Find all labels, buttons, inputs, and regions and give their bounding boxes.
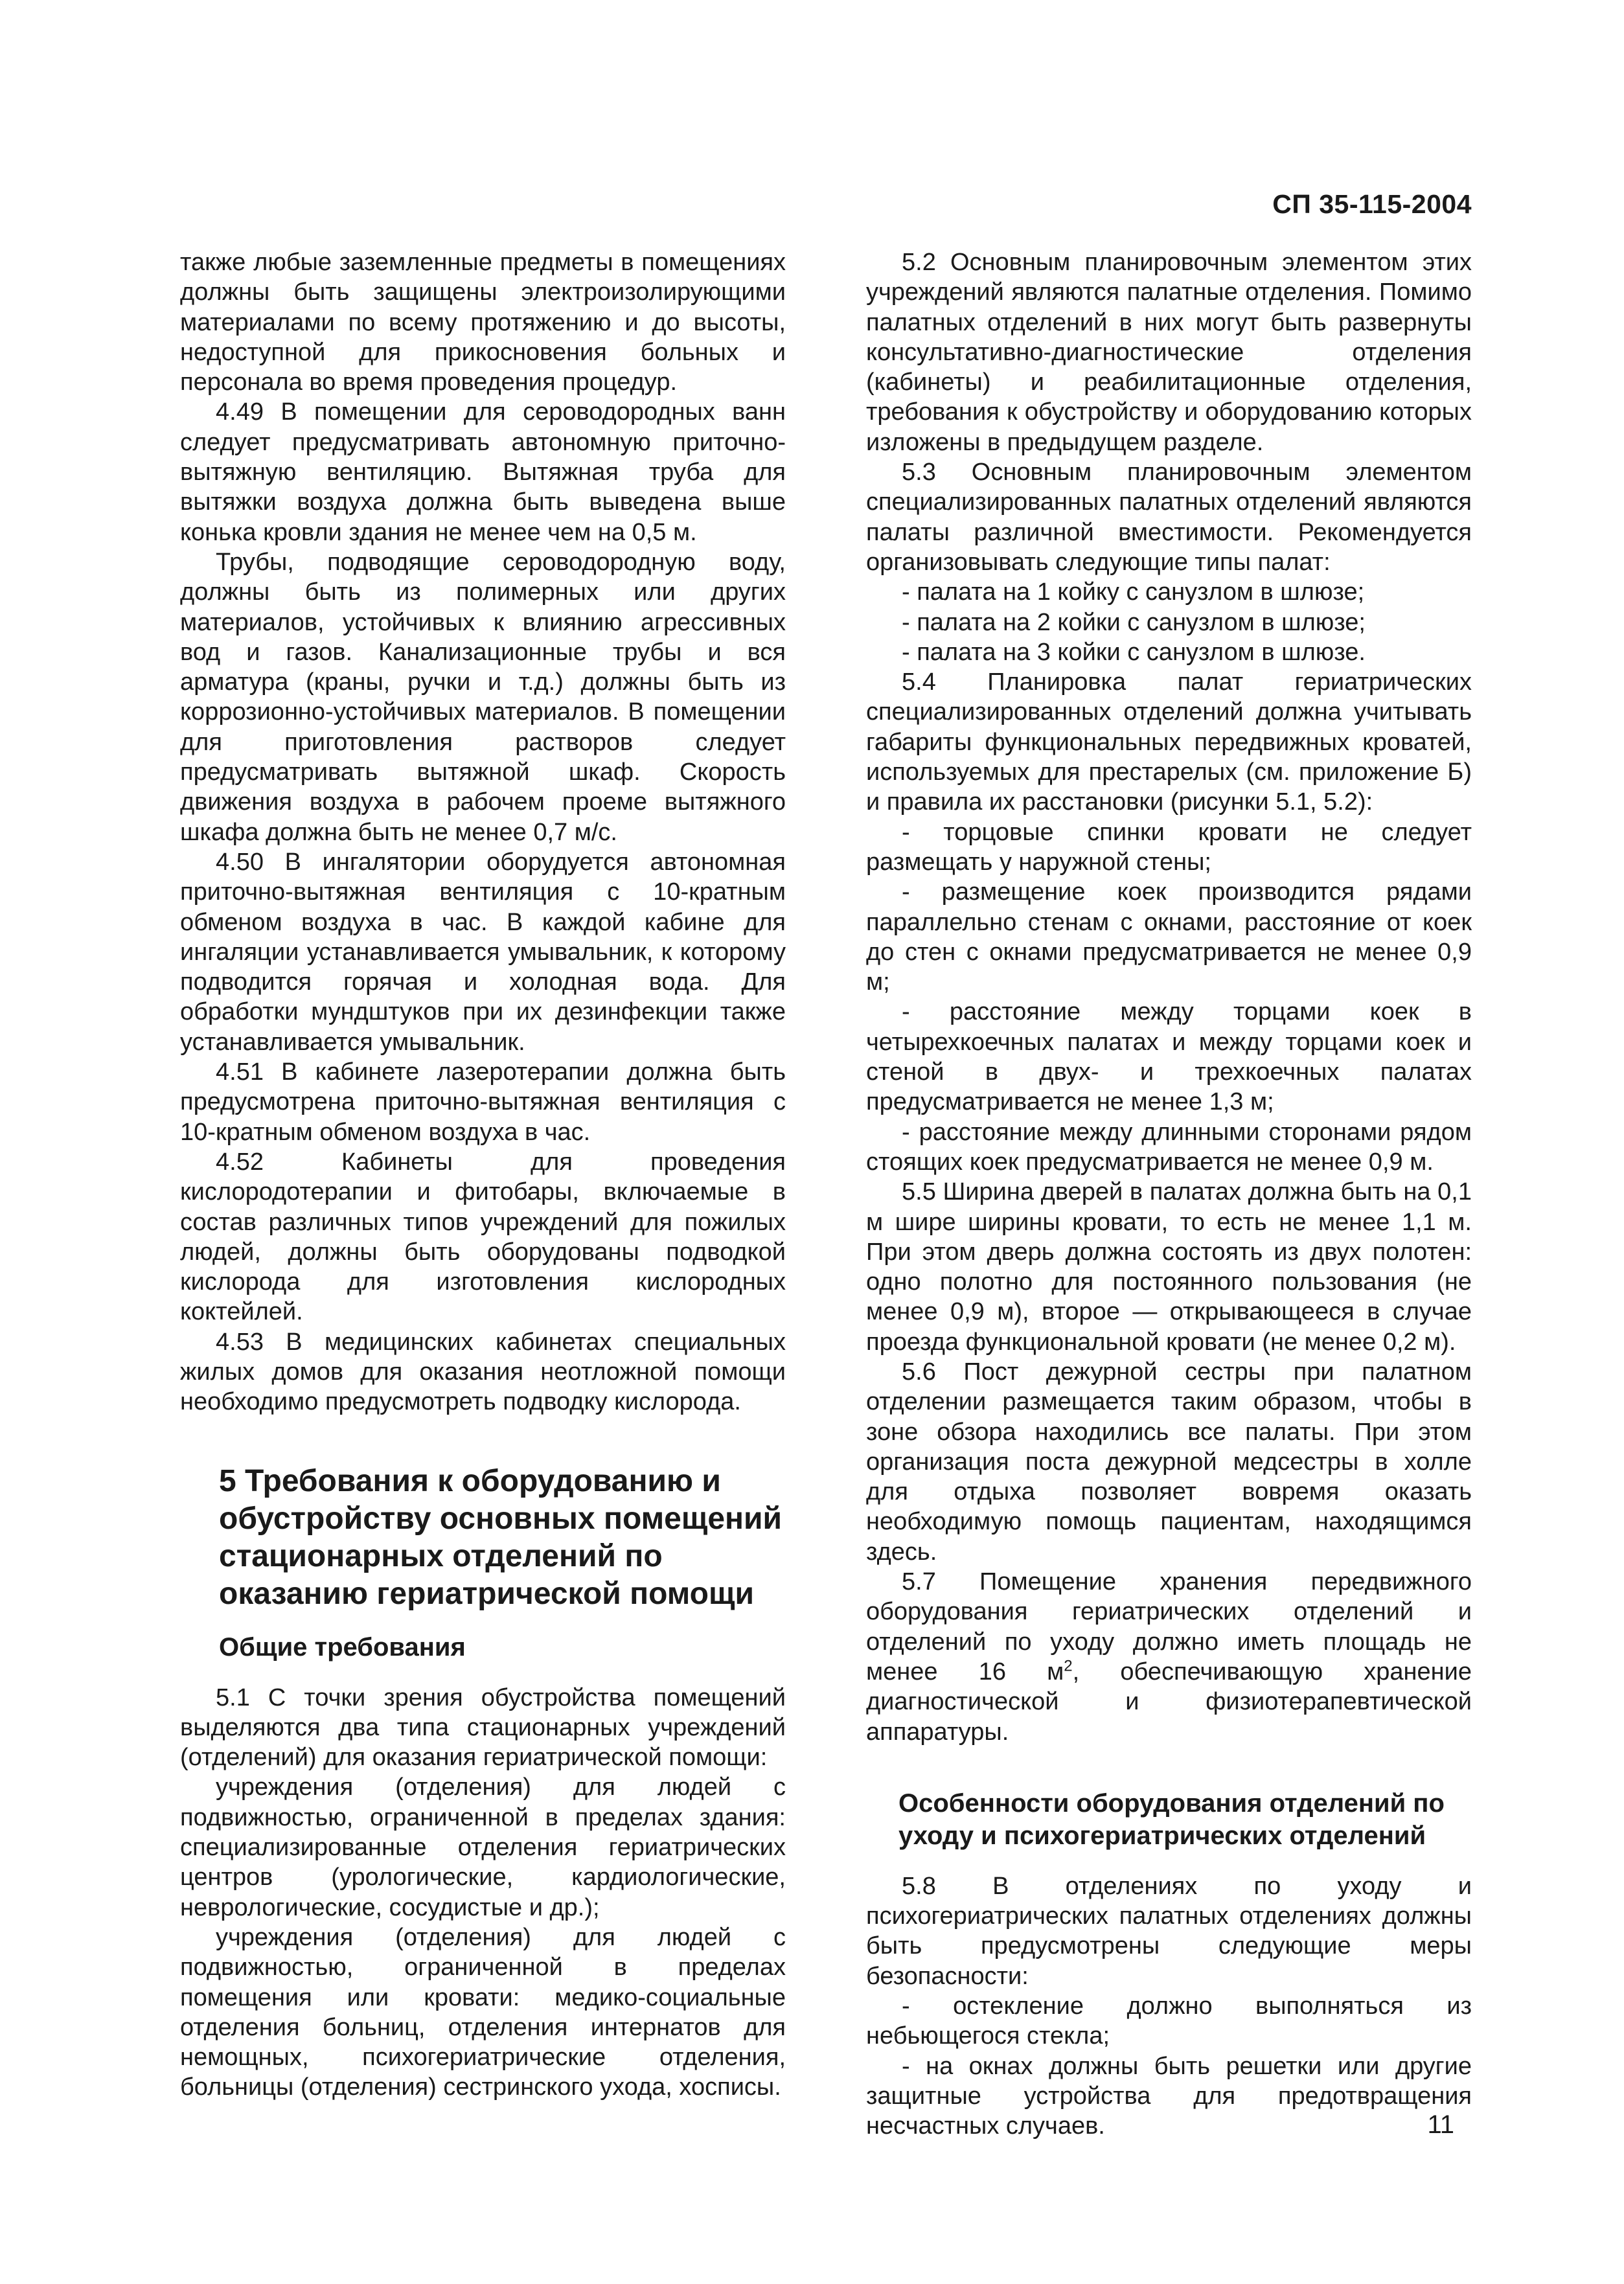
paragraph: учреждения (отделения) для людей с подвижностью, ограниченной в пределах помещения или кровати: медико-социальные отделения больниц, отделения интернатов для немощных, психогериатрические отделения, больницы (отделения) сестринского ухода, хосписы. (180, 1923, 786, 2101)
paragraph-5-5: 5.5 Ширина дверей в палатах должна быть на 0,1 м шире ширины кровати, то есть не менее 1,1 м. При этом дверь должна состоять из двух полотен: одно полотно для постоянного пользования (не менее 0,9 м), второе — открывающееся в случае проезда функциональной кровати (не менее 0,2 м). (866, 1178, 1472, 1356)
paragraph-5-8: 5.8 В отделениях по уходу и психогериатрических палатных отделениях должны быть предусмотрены следующие меры безопасности: (866, 1872, 1472, 1990)
paragraph-4-49: 4.49 В помещении для сероводородных ванн следует предусматривать автономную приточно-вытяжную вентиляцию. Вытяжная труба для вытяжки воздуха должна быть выведена выше конька кровли здания не менее чем на 0,5 м. (180, 398, 786, 546)
section-title: 5 Требования к оборудованию и обустройству основных помещений стационарных отделений по оказанию гериатрической помощи (219, 1463, 783, 1611)
paragraph-5-3: 5.3 Основным планировочным элементом специализированных палатных отделений являются палаты различной вместимости. Рекомендуется организовывать следующие типы палат: (866, 459, 1472, 576)
subsection-title: Особенности оборудования отделений по уходу и психогериатрических отделений (898, 1788, 1445, 1850)
paragraph: Трубы, подводящие сероводородную воду, должны быть из полимерных или других материалов, устойчивых к влиянию агрессивных вод и газов. Канализационные трубы и вся арматура (краны, ручки и т.д.) должны быть из коррозионно-устойчивых материалов. В помещении для приготовления растворов следует предусматривать вытяжной шкаф. Скорость движения воздуха в рабочем проеме вытяжного шкафа должна быть не менее 0,7 м/с. (180, 548, 786, 846)
document-code: СП 35-115-2004 (1272, 189, 1472, 219)
list-item: - торцовые спинки кровати не следует размещать у наружной стены; (866, 818, 1472, 876)
paragraph-4-52: 4.52 Кабинеты для проведения кислородотерапии и фитобары, включаемые в состав различных типов учреждений для пожилых людей, должны быть оборудованы подводкой кислорода для изготовления кислородных коктейлей. (180, 1148, 786, 1326)
list-item: - палата на 3 койки с санузлом в шлюзе. (902, 638, 1366, 666)
paragraph-4-53: 4.53 В медицинских кабинетах специальных жилых домов для оказания неотложной помощи необходимо предусмотреть подводку кислорода. (180, 1328, 786, 1416)
list-item: - остекление должно выполняться из небьющегося стекла; (866, 1993, 1472, 2050)
paragraph-text: , обеспечивающую хранение диагностической и физиотерапевтической аппаратуры. (866, 1658, 1472, 1746)
paragraph-5-6: 5.6 Пост дежурной сестры при палатном отделении размещается таким образом, чтобы в зоне обзора находились все палаты. При этом организация поста дежурной медсестры в холле для отдыха позволяет вовремя оказать необходимую помощь пациентам, находящимся здесь. (866, 1358, 1472, 1566)
paragraph-5-2: 5.2 Основным планировочным элементом этих учреждений являются палатные отделения. Помимо палатных отделений в них могут быть развернуты консультативно-диагностические отделения (кабинеты) и реабилитационные отделения, требования к обустройству и оборудованию которых изложены в предыдущем разделе. (866, 249, 1472, 456)
paragraph-5-4: 5.4 Планировка палат гериатрических специализированных отделений должна учитывать габариты функциональных передвижных кроватей, используемых для престарелых (см. приложение Б) и правила их расстановки (рисунки 5.1, 5.2): (866, 668, 1472, 816)
list-item: - палата на 1 койку с санузлом в шлюзе; (902, 578, 1365, 606)
list-item: - размещение коек производится рядами параллельно стенам с окнами, расстояние от коек до стен с окнами предусматривается не менее 0,9 м; (866, 878, 1472, 996)
list-item: - расстояние между торцами коек в четырехкоечных палатах и между торцами коек и стеной в двух- и трехкоечных палатах предусматривается не менее 1,3 м; (866, 998, 1472, 1116)
paragraph-text: 5.7 Помещение хранения передвижного оборудования гериатрических отделений и отделений по уходу должно иметь площадь не менее 16 м (866, 1568, 1472, 1685)
paragraph-5-1: 5.1 С точки зрения обустройства помещений выделяются два типа стационарных учреждений (отделений) для оказания гериатрической помощи: (180, 1684, 786, 1772)
list-item: - палата на 2 койки с санузлом в шлюзе; (902, 608, 1366, 636)
left-column (180, 247, 786, 2103)
paragraph-4-50: 4.50 В ингалятории оборудуется автономная приточно-вытяжная вентиляция с 10-кратным обменом воздуха в час. В каждой кабине для ингаляции устанавливается умывальник, к которому подводится горячая и холодная вода. Для обработки мундштуков при их дезинфекции также устанавливается умывальник. (180, 848, 786, 1056)
list-item: - расстояние между длинными сторонами рядом стоящих коек предусматривается не менее 0,9 м. (866, 1118, 1472, 1176)
paragraph-4-51: 4.51 В кабинете лазеротерапии должна быть предусмотрена приточно-вытяжная вентиляция с 10-кратным обменом воздуха в час. (180, 1058, 786, 1146)
paragraph: учреждения (отделения) для людей с подвижностью, ограниченной в пределах здания: специализированные отделения гериатрических центров (урологические, кардиологические, неврологические, сосудистые и др.); (180, 1774, 786, 1921)
paragraph: также любые заземленные предметы в помещениях должны быть защищены электроизолирующими материалами по всему протяжению и до высоты, недоступной для прикосновения больных и персонала во время проведения процедур. (180, 249, 786, 396)
right-column (866, 247, 1472, 2141)
paragraph-5-7 (866, 1567, 1472, 1747)
list-item: - на окнах должны быть решетки или другие защитные устройства для предотвращения несчастных случаев. (866, 2052, 1472, 2140)
page-number: 11 (1427, 2110, 1454, 2139)
subsection-title: Общие требования (219, 1632, 466, 1662)
superscript: 2 (1064, 1657, 1073, 1675)
